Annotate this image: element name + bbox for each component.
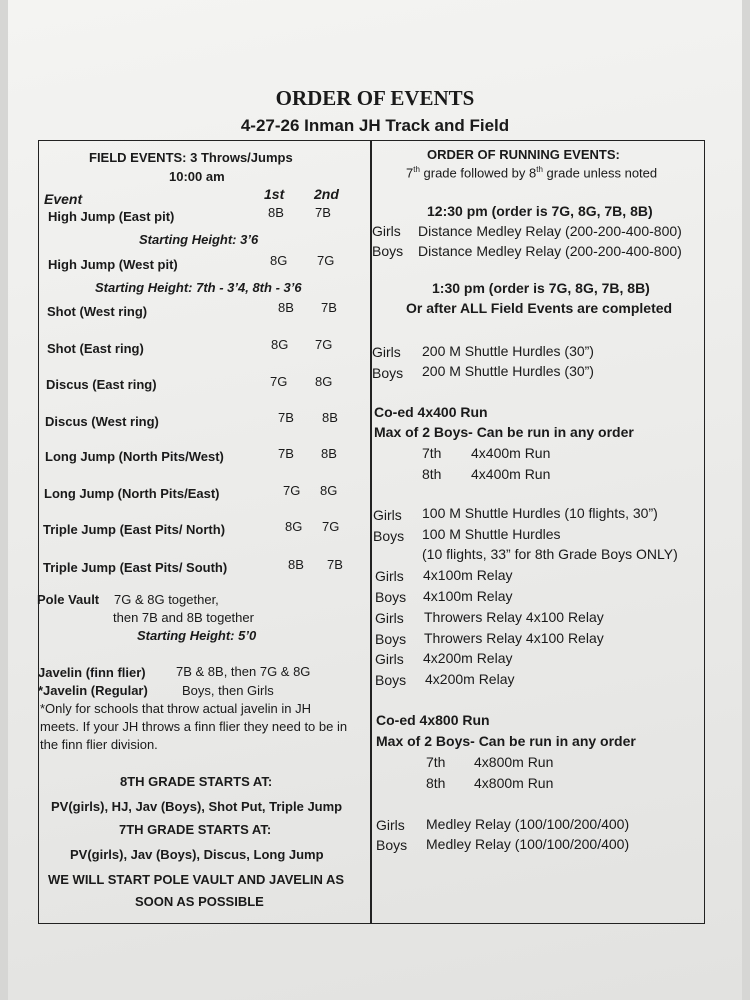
field-event-second: 8G bbox=[320, 483, 338, 498]
running-event: Throwers Relay 4x100 Relay bbox=[424, 630, 604, 646]
paper-sheet bbox=[8, 0, 742, 1000]
javelin-regular-label: *Javelin (Regular) bbox=[38, 683, 148, 698]
field-event-second: 7G bbox=[315, 337, 333, 352]
running-who: Girls bbox=[375, 651, 404, 667]
coed-4x400-event: 4x400m Run bbox=[471, 466, 551, 482]
field-event-name: High Jump (East pit) bbox=[48, 209, 175, 224]
javelin-note-line: *Only for schools that throw actual javelin in JH bbox=[40, 701, 311, 716]
col-second-header: 2nd bbox=[314, 186, 339, 202]
start-asap-note-1: WE WILL START POLE VAULT AND JAVELIN AS bbox=[48, 872, 345, 887]
field-event-first: 7G bbox=[270, 374, 288, 389]
field-event-name: Long Jump (North Pits/West) bbox=[45, 449, 224, 464]
pole-vault-label: Pole Vault bbox=[37, 592, 100, 607]
field-event-first: 8G bbox=[285, 519, 303, 534]
field-event-first: 8B bbox=[278, 300, 294, 315]
hj-west-starting-height: Starting Height: 7th - 3’4, 8th - 3’6 bbox=[95, 280, 302, 295]
session-130-note: Or after ALL Field Events are completed bbox=[406, 300, 673, 316]
running-who: Girls bbox=[372, 223, 401, 239]
running-who: Boys bbox=[375, 672, 407, 688]
running-event: 4x200m Relay bbox=[423, 650, 513, 666]
running-event: Distance Medley Relay (200-200-400-800) bbox=[418, 243, 682, 259]
grade8-starts-heading: 8TH GRADE STARTS AT: bbox=[120, 774, 273, 789]
coed-4x400-grade: 7th bbox=[422, 445, 442, 461]
subheading-sup: th bbox=[413, 165, 420, 174]
running-event: 200 M Shuttle Hurdles (30”) bbox=[422, 343, 594, 359]
field-events-time: 10:00 am bbox=[169, 169, 225, 184]
running-who: Boys bbox=[375, 631, 407, 647]
page-subtitle: 4-27-26 Inman JH Track and Field bbox=[240, 116, 510, 135]
field-event-first: 8G bbox=[270, 253, 288, 268]
javelin-finn-order: 7B & 8B, then 7G & 8G bbox=[176, 664, 311, 679]
shuttle-100-note: (10 flights, 33” for 8th Grade Boys ONLY) bbox=[422, 546, 678, 562]
pole-vault-order-1: 7G & 8G together, bbox=[114, 592, 219, 607]
hj-east-starting-height: Starting Height: 3’6 bbox=[139, 232, 259, 247]
running-events-subheading bbox=[406, 165, 657, 180]
coed-4x800-grade: 8th bbox=[426, 775, 446, 791]
running-who: Girls bbox=[372, 344, 401, 360]
page-title: ORDER OF EVENTS bbox=[275, 86, 475, 110]
javelin-regular-order: Boys, then Girls bbox=[182, 683, 274, 698]
javelin-finn-label: Javelin (finn flier) bbox=[38, 665, 146, 680]
running-events-heading: ORDER OF RUNNING EVENTS: bbox=[427, 147, 620, 162]
running-who: Boys bbox=[372, 365, 404, 381]
javelin-note-line: meets. If your JH throws a finn flier they need to be in bbox=[40, 719, 348, 734]
field-event-first: 7G bbox=[283, 483, 301, 498]
session-130-heading: 1:30 pm (order is 7G, 8G, 7B, 8B) bbox=[432, 280, 650, 296]
running-event: 4x200m Relay bbox=[425, 671, 515, 687]
field-event-second: 7B bbox=[315, 205, 331, 220]
running-event: 4x100m Relay bbox=[423, 588, 513, 604]
field-event-first: 8B bbox=[268, 205, 284, 220]
javelin-note-line: the finn flier division. bbox=[40, 737, 158, 752]
coed-4x800-title: Co-ed 4x800 Run bbox=[376, 712, 490, 728]
field-event-name: Shot (West ring) bbox=[47, 304, 148, 319]
field-event-name: High Jump (West pit) bbox=[48, 257, 178, 272]
coed-4x800-rule: Max of 2 Boys- Can be run in any order bbox=[376, 733, 636, 749]
field-event-second: 7G bbox=[317, 253, 335, 268]
subheading-part: grade unless noted bbox=[542, 165, 658, 181]
field-event-second: 8B bbox=[322, 410, 338, 425]
coed-4x800-event: 4x800m Run bbox=[474, 754, 554, 770]
running-who: Boys bbox=[372, 243, 404, 259]
field-event-first: 8G bbox=[271, 337, 289, 352]
coed-4x400-grade: 8th bbox=[422, 466, 442, 482]
field-event-first: 7B bbox=[278, 410, 294, 425]
field-event-name: Triple Jump (East Pits/ North) bbox=[43, 522, 226, 537]
col-event-header: Event bbox=[44, 191, 83, 207]
field-event-second: 8G bbox=[315, 374, 333, 389]
subheading-part: grade followed by 8 bbox=[419, 165, 537, 181]
running-who: Boys bbox=[376, 837, 408, 853]
col-first-header: 1st bbox=[264, 186, 285, 202]
grade7-starts-list: PV(girls), Jav (Boys), Discus, Long Jump bbox=[70, 847, 324, 862]
coed-4x800-grade: 7th bbox=[426, 754, 446, 770]
running-event: 100 M Shuttle Hurdles (10 flights, 30”) bbox=[422, 505, 658, 521]
field-event-second: 7G bbox=[322, 519, 340, 534]
field-event-name: Discus (West ring) bbox=[45, 414, 159, 429]
field-event-first: 7B bbox=[278, 446, 294, 461]
running-who: Girls bbox=[375, 610, 404, 626]
running-event: 100 M Shuttle Hurdles bbox=[422, 526, 561, 542]
coed-4x400-rule: Max of 2 Boys- Can be run in any order bbox=[374, 424, 634, 440]
field-event-second: 7B bbox=[321, 300, 337, 315]
grade7-starts-heading: 7TH GRADE STARTS AT: bbox=[119, 822, 272, 837]
running-event: Medley Relay (100/100/200/400) bbox=[426, 816, 630, 832]
running-who: Boys bbox=[373, 528, 405, 544]
running-who: Girls bbox=[373, 507, 402, 523]
field-event-name: Shot (East ring) bbox=[47, 341, 144, 356]
coed-4x800-event: 4x800m Run bbox=[474, 775, 554, 791]
coed-4x400-title: Co-ed 4x400 Run bbox=[374, 404, 488, 420]
running-event: Throwers Relay 4x100 Relay bbox=[424, 609, 604, 625]
grade8-starts-list: PV(girls), HJ, Jav (Boys), Shot Put, Triple Jump bbox=[51, 799, 343, 814]
start-asap-note-2: SOON AS POSSIBLE bbox=[135, 894, 264, 909]
coed-4x400-event: 4x400m Run bbox=[471, 445, 551, 461]
pole-vault-order-2: then 7B and 8B together bbox=[113, 610, 254, 625]
running-who: Girls bbox=[375, 568, 404, 584]
running-event: Distance Medley Relay (200-200-400-800) bbox=[418, 223, 682, 239]
field-event-name: Long Jump (North Pits/East) bbox=[44, 486, 220, 501]
field-event-name: Triple Jump (East Pits/ South) bbox=[43, 560, 228, 575]
subheading-part: 7 bbox=[406, 165, 414, 181]
field-events-heading: FIELD EVENTS: 3 Throws/Jumps bbox=[89, 150, 293, 165]
running-event: Medley Relay (100/100/200/400) bbox=[426, 836, 630, 852]
session-1230-heading: 12:30 pm (order is 7G, 8G, 7B, 8B) bbox=[427, 203, 653, 219]
pole-vault-starting-height: Starting Height: 5’0 bbox=[137, 628, 257, 643]
running-event: 4x100m Relay bbox=[423, 567, 513, 583]
field-event-first: 8B bbox=[288, 557, 304, 572]
running-who: Boys bbox=[375, 589, 407, 605]
subheading-sup: th bbox=[536, 165, 543, 174]
running-who: Girls bbox=[376, 817, 405, 833]
field-event-name: Discus (East ring) bbox=[46, 377, 157, 392]
field-event-second: 7B bbox=[327, 557, 343, 572]
running-event: 200 M Shuttle Hurdles (30”) bbox=[422, 363, 594, 379]
field-event-second: 8B bbox=[321, 446, 337, 461]
